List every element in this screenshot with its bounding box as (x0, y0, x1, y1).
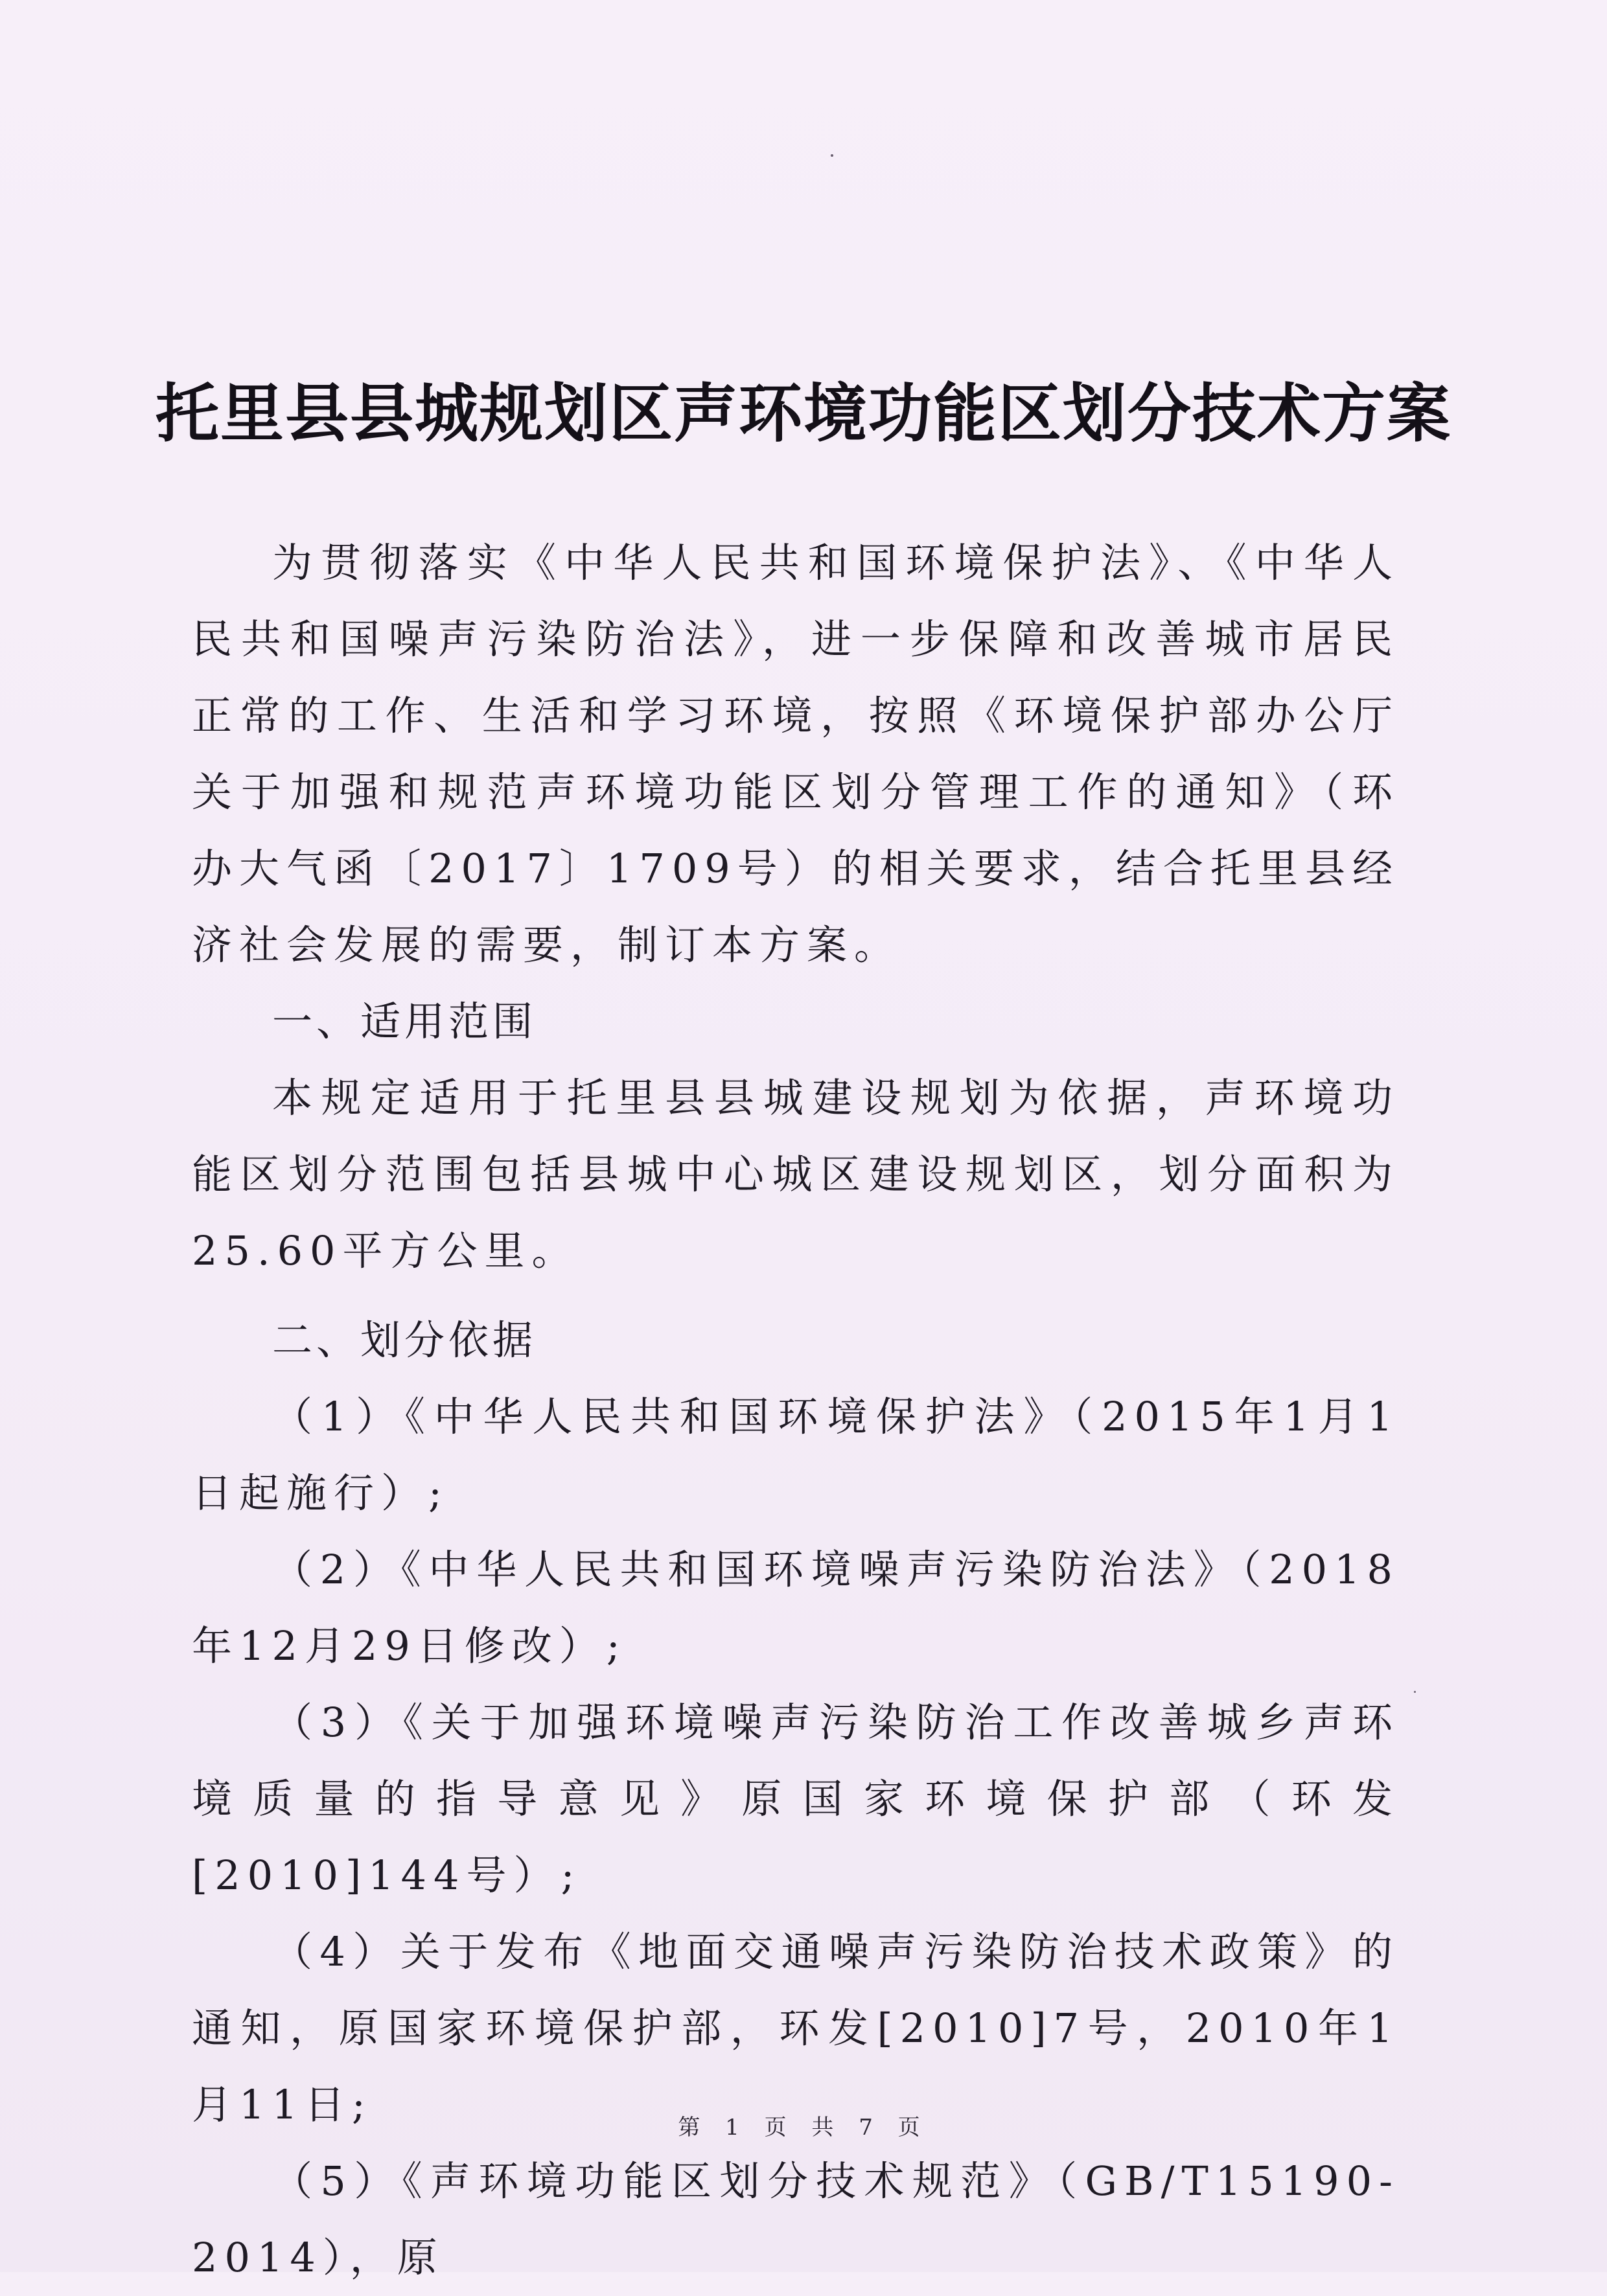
page-footer: 第 1 页 共 7 页 (678, 2115, 929, 2141)
basis-item-3: （3）《关于加强环境噪声污染防治工作改善城乡声环境质量的指导意见》原国家环境保护部（环发[2010]144号）; (192, 1699, 1400, 1899)
document-title: 托里县县城规划区声环境功能区划分技术方案 (155, 377, 1451, 451)
spacer (192, 1289, 1400, 1302)
section-heading-scope: 一、适用范围 (272, 998, 537, 1045)
section-heading-basis: 二、划分依据 (272, 1316, 537, 1364)
basis-item-4: （4）关于发布《地面交通噪声污染防治技术政策》的通知，原国家环境保护部，环发[2010]7号，2010年1月11日; (192, 1928, 1400, 2128)
scan-speck (831, 154, 833, 157)
basis-item-5: （5）《声环境功能区划分技术规范》（GB/T15190-2014），原 (192, 2157, 1400, 2281)
basis-item-2: （2）《中华人民共和国环境噪声污染防治法》（2018年12月29日修改）; (192, 1546, 1400, 1670)
scope-paragraph: 本规定适用于托里县县城建设规划为依据，声环境功能区划分范围包括县城中心城区建设规划区，划分面积为25.60平方公里。 (192, 1074, 1400, 1274)
scan-speck (1414, 1691, 1416, 1693)
basis-item-1: （1）《中华人民共和国环境保护法》（2015年1月1日起施行）; (192, 1393, 1400, 1517)
document-body (192, 525, 1400, 2296)
intro-paragraph: 为贯彻落实《中华人民共和国环境保护法》、《中华人民共和国噪声污染防治法》，进一步保障和改善城市居民正常的工作、生活和学习环境，按照《环境保护部办公厅关于加强和规范声环境功能区划分管理工作的通知》（环办大气函〔2017〕1709号）的相关要求，结合托里县经济社会发展的需要，制订本方案。 (192, 539, 1400, 969)
